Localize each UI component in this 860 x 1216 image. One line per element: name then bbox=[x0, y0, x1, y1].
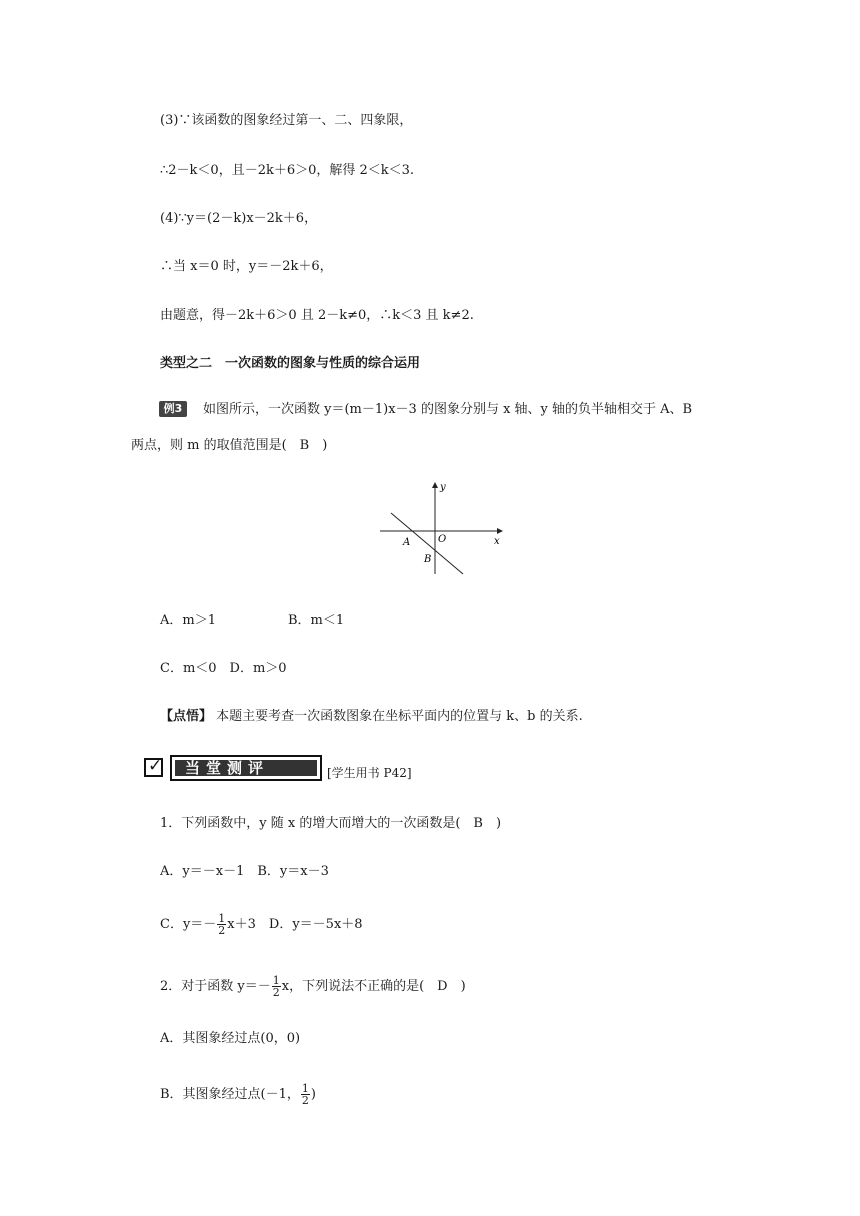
option-a: A．m＞1 bbox=[160, 613, 216, 628]
solution-line-3: (3)∵该函数的图象经过第一、二、四象限， bbox=[160, 113, 413, 128]
origin-label: O bbox=[438, 534, 447, 545]
q2-b-fraction bbox=[301, 1083, 310, 1106]
checkbox-icon bbox=[144, 758, 163, 777]
y-axis-arrow bbox=[432, 482, 438, 488]
section-heading: 类型之二 一次函数的图象与性质的综合运用 bbox=[160, 356, 421, 371]
q2-stem-fraction bbox=[272, 975, 281, 998]
section-title-box bbox=[170, 755, 322, 781]
q2-b-suffix: ) bbox=[310, 1087, 316, 1102]
question-2-stem bbox=[160, 975, 466, 998]
x-axis-label: x bbox=[494, 536, 500, 547]
example-text-line1: 如图所示，一次函数 y＝(m－1)x－3 的图象分别与 x 轴、y 轴的负半轴相交于 A、B bbox=[203, 402, 693, 417]
q1-c-fraction bbox=[217, 913, 226, 936]
q2-b-denominator: 2 bbox=[301, 1094, 309, 1107]
options-c-d: C．m＜0 D．m＞0 bbox=[160, 661, 287, 676]
y-axis-label: y bbox=[440, 482, 446, 493]
insight-text: 本题主要考查一次函数图象在坐标平面内的位置与 k、b 的关系. bbox=[216, 709, 583, 724]
q1-c-prefix: C．y＝－ bbox=[160, 917, 217, 932]
q1-c-denominator: 2 bbox=[218, 924, 226, 937]
question-2-option-b bbox=[160, 1083, 316, 1106]
point-b-label: B bbox=[424, 554, 432, 565]
insight-label: 【点悟】 bbox=[160, 709, 213, 724]
q1-c-suffix: x＋3 D．y＝－5x＋8 bbox=[227, 917, 363, 932]
q2-stem-prefix: 2．对于函数 y＝－ bbox=[160, 979, 271, 994]
solution-line-3-result: ∴2－k＜0，且－2k＋6＞0，解得 2＜k＜3. bbox=[160, 163, 415, 178]
example-badge: 例3 bbox=[159, 401, 187, 417]
example-text-line2: 两点，则 m 的取值范围是( B ) bbox=[131, 438, 328, 453]
point-a-label: A bbox=[403, 537, 411, 548]
q2-stem-suffix: x，下列说法不正确的是( D ) bbox=[281, 979, 466, 994]
x-axis-arrow bbox=[497, 528, 503, 534]
solution-line-4: (4)∵y＝(2－k)x－2k＋6， bbox=[160, 211, 318, 226]
section-title: 当堂测评 bbox=[175, 760, 317, 776]
solution-line-4-result: 由题意，得－2k＋6＞0 且 2－k≠0，∴k＜3 且 k≠2. bbox=[160, 308, 474, 323]
option-b: B．m＜1 bbox=[288, 613, 345, 628]
checkmark-icon: ✓ bbox=[148, 756, 163, 776]
q1-c-numerator: 1 bbox=[218, 912, 226, 925]
q2-b-numerator: 1 bbox=[301, 1082, 309, 1095]
q2-stem-denominator: 2 bbox=[272, 986, 280, 999]
question-1-stem: 1．下列函数中，y 随 x 的增大而增大的一次函数是( B ) bbox=[160, 816, 502, 831]
solution-line-4-when: ∴当 x＝0 时，y＝－2k＋6， bbox=[160, 259, 333, 274]
function-graph-figure bbox=[375, 478, 505, 578]
student-book-reference: [学生用书 P42] bbox=[327, 766, 412, 780]
question-2-option-a: A．其图象经过点(0，0) bbox=[160, 1031, 301, 1046]
q2-stem-numerator: 1 bbox=[272, 974, 280, 987]
question-1-options-cd bbox=[160, 913, 363, 936]
question-1-options-ab: A．y＝－x－1 B．y＝x－3 bbox=[160, 864, 329, 879]
insight-note bbox=[160, 708, 583, 726]
q2-b-prefix: B．其图象经过点(－1， bbox=[160, 1087, 300, 1102]
